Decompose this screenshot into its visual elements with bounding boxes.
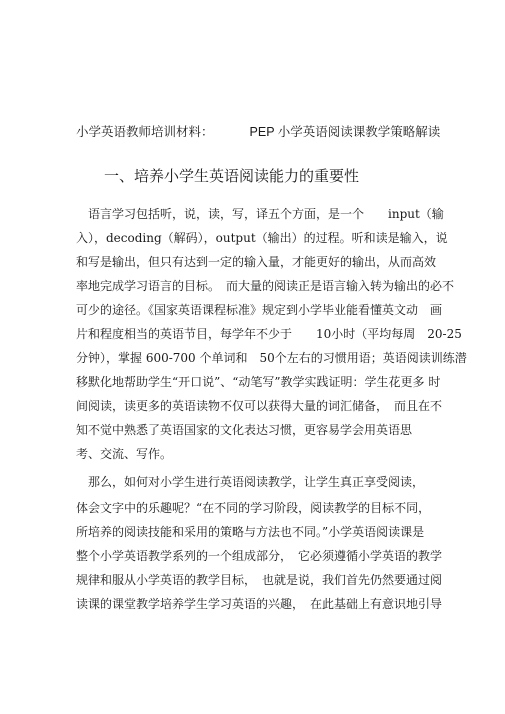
document-title [76,124,440,140]
paragraph-1-line: 语言学习包括听，说，读，写，译五个方面，是一个 input（输 [88,207,444,221]
paragraph-1-line: 移默化地帮助学生“开口说”、“动笔写”教学实践证明：学生花更多 时 [76,375,441,389]
paragraph-2-line: 所培养的阅读技能和采用的策略与方法也不同。”小学英语阅读课是 [76,525,425,539]
paragraph-1-line: 率地完成学习语言的目标。 而大量的阅读正是语言输入转为输出的必不 [76,279,455,293]
paragraph-1-line: 考、交流、写作。 [76,447,173,461]
paragraph-2-line: 体会文字中的乐趣呢？“在不同的学习阶段，阅读教学的目标不同， [76,501,431,515]
paragraph-2-line: 规律和服从小学英语的教学目标， 也就是说，我们首先仍然要通过阅 [76,573,443,587]
section-heading: 一、培养小学生英语阅读能力的重要性 [104,167,360,185]
paragraph-1-line: 间阅读，读更多的英语读物不仅可以获得大量的词汇储备， 而且在不 [76,399,443,413]
paragraph-1-line: 和写是输出，但只有达到一定的输入量，才能更好的输出，从而高效 [76,255,437,269]
paragraph-2-line: 读课的课堂教学培养学生学习英语的兴趣， 在此基础上有意识地引导 [76,597,443,611]
paragraph-1-line: 入），decoding（解码），output（输出）的过程。听和读是输入，说 [76,231,448,245]
paragraph-1-line: 片和程度相当的英语节目，每学年不少于 10小时（平均每周 20-25 [76,327,462,341]
paragraph-1-line: 知不觉中熟悉了英语国家的文化表达习惯，更容易学会用英语思 [76,423,413,437]
paragraph-1-line: 分钟），掌握 600-700 个单词和 50个左右的习惯用语；英语阅读训练潜 [76,351,467,365]
paragraph-2-line: 整个小学英语教学系列的一个组成部分， 它必须遵循小学英语的教学 [76,549,443,563]
paragraph-1-line: 可少的途径。《国家英语课程标准》规定到小学毕业能看懂英文动 画 [76,303,443,317]
title-part-2: PEP 小学英语阅读课教学策略解读 [249,125,441,139]
paragraph-2-line: 那么，如何对小学生进行英语阅读教学，让学生真正享受阅读， [88,475,425,489]
title-part-1: 小学英语教师培训材料： [76,124,214,139]
